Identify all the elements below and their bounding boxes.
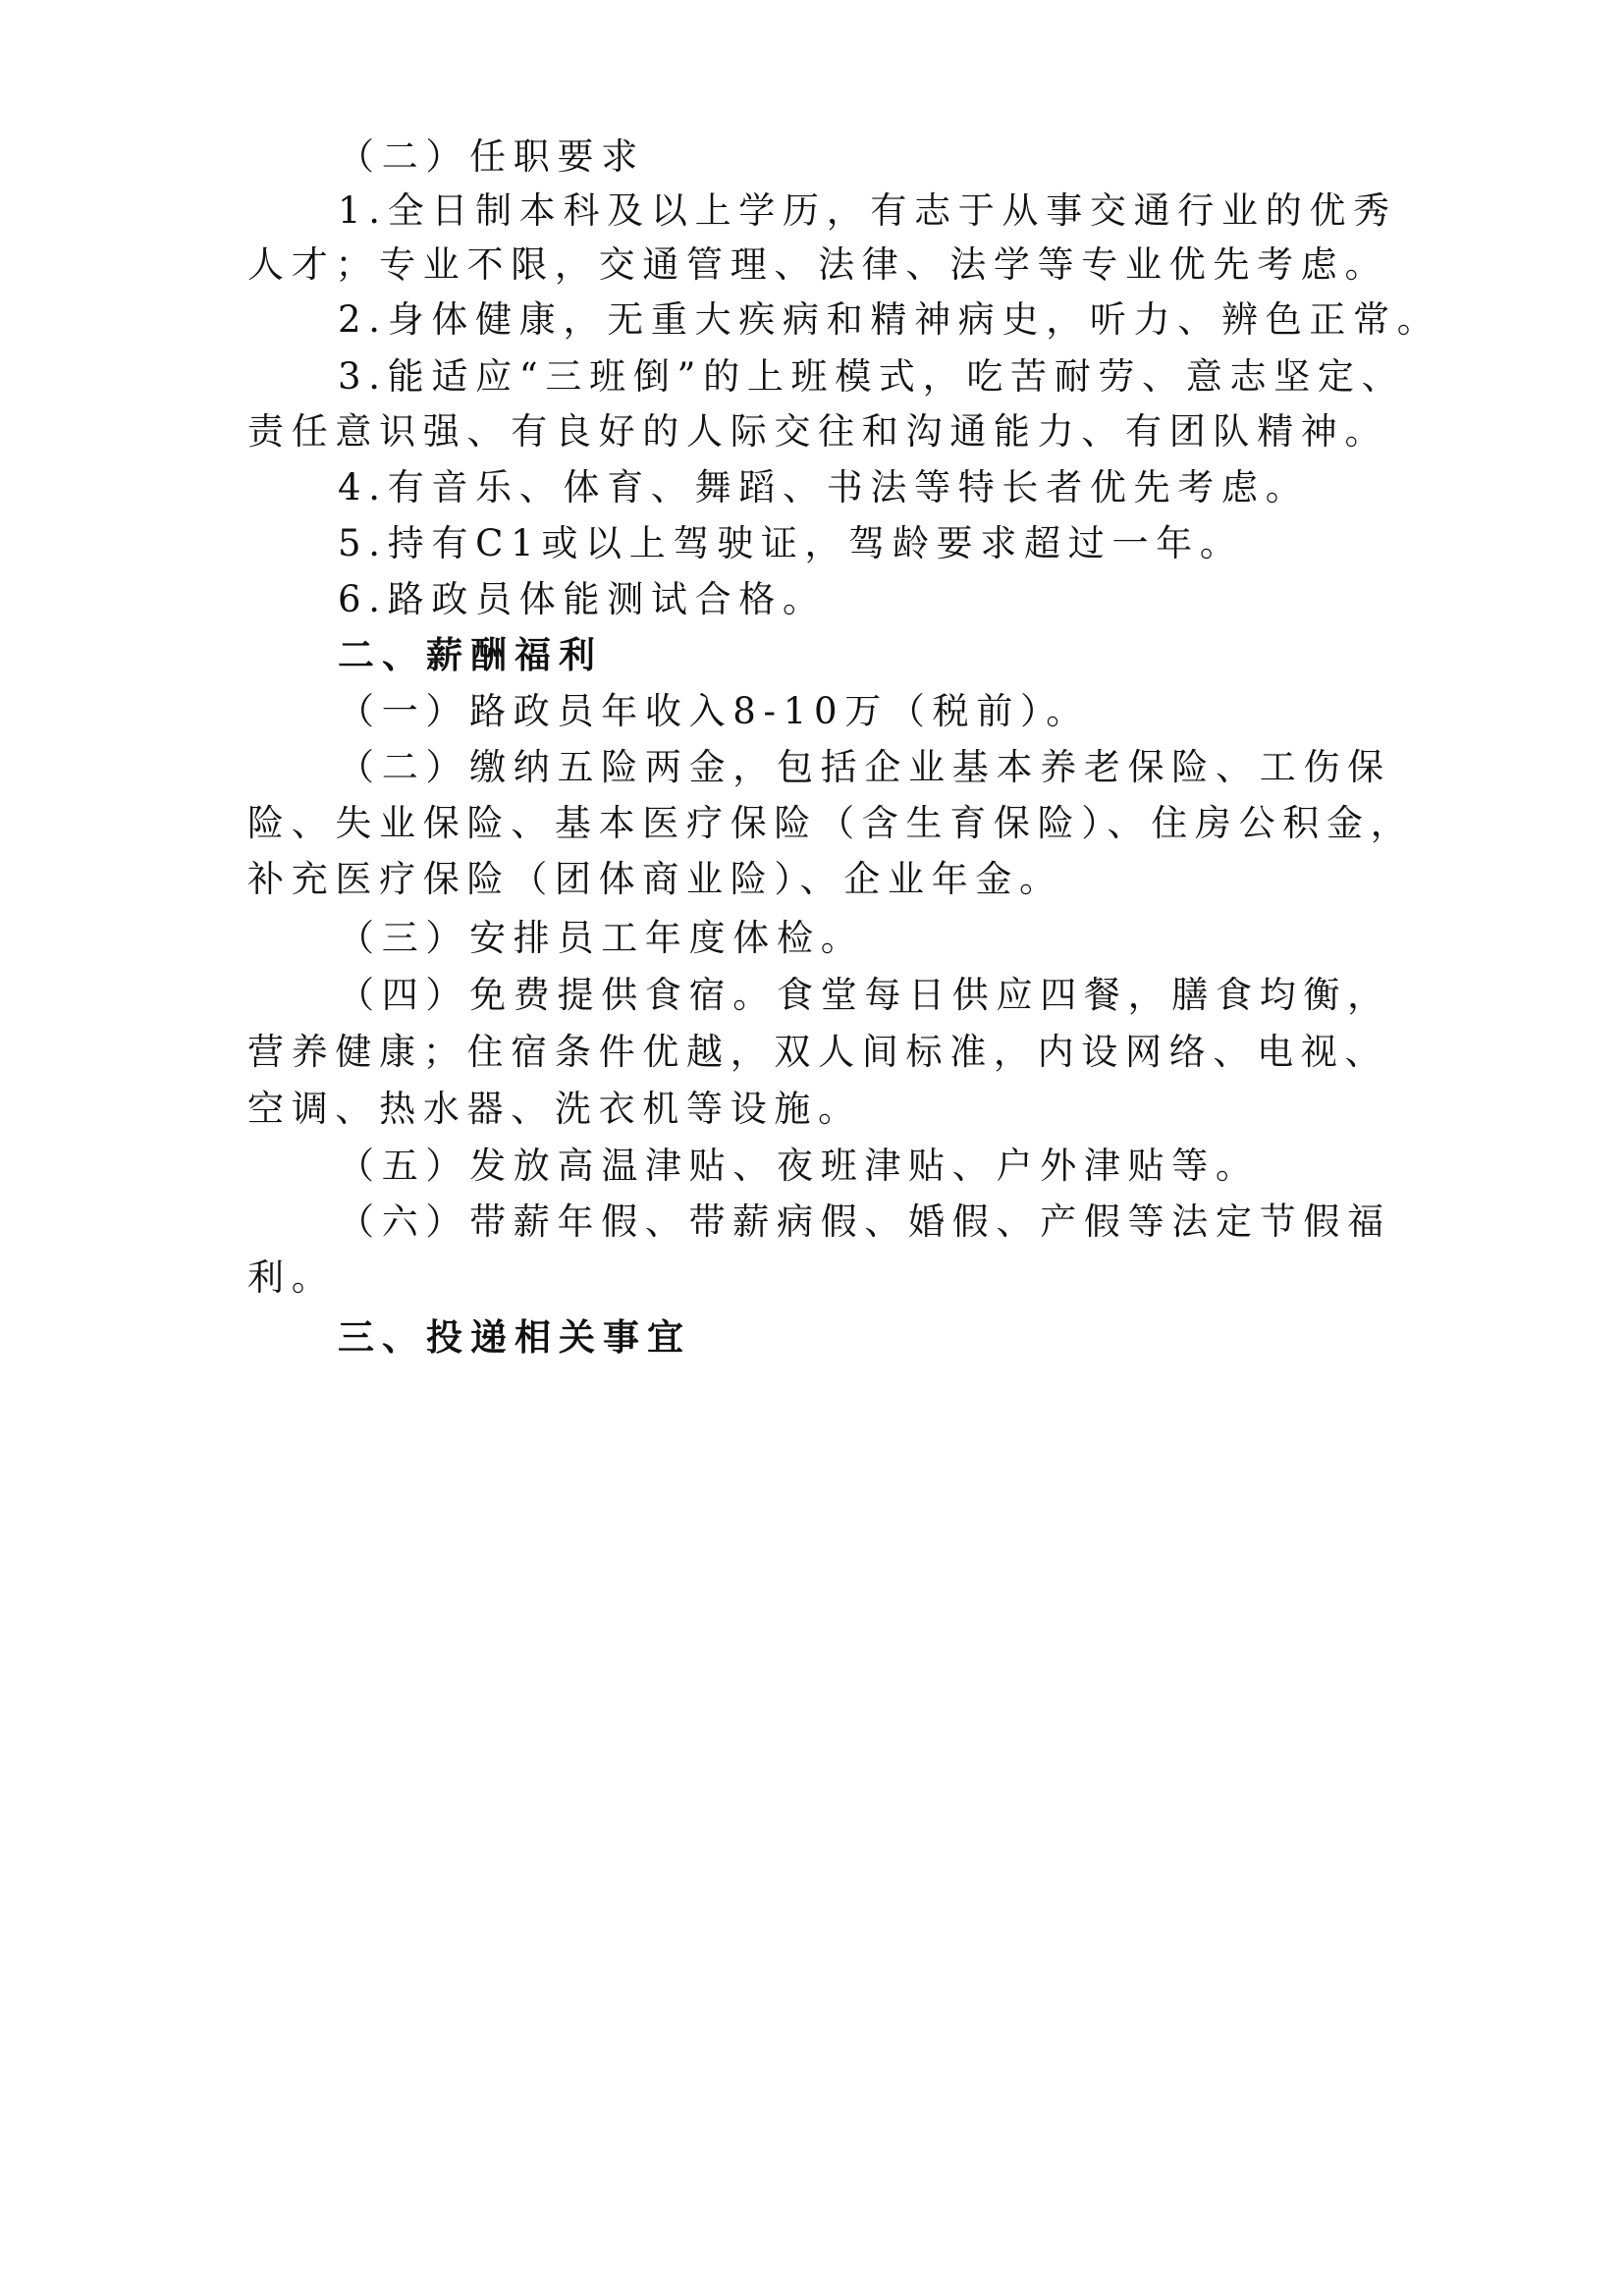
paragraph-line: 6.路政员体能测试合格。: [338, 578, 827, 620]
paragraph-line: （六）带薪年假、带薪病假、婚假、产假等法定节假福: [338, 1201, 1391, 1243]
paragraph-line: 利。: [247, 1256, 336, 1299]
paragraph-line: 2.身体健康，无重大疾病和精神病史，听力、辨色正常。: [338, 298, 1441, 341]
paragraph-line: （五）发放高温津贴、夜班津贴、户外津贴等。: [338, 1145, 1260, 1187]
paragraph-line: 空调、热水器、洗衣机等设施。: [247, 1088, 862, 1130]
paragraph-line: 险、失业保险、基本医疗保险（含生育保险）、住房公积金，: [247, 802, 1415, 844]
paragraph-line: 4.有音乐、体育、舞蹈、书法等特长者优先考虑。: [338, 466, 1310, 508]
paragraph-line: （四）免费提供食宿。食堂每日供应四餐，膳食均衡，: [338, 974, 1391, 1016]
section-heading-requirements: （二）任职要求: [338, 135, 645, 178]
paragraph-line: （一）路政员年收入8-10万（税前）。: [338, 690, 1090, 732]
section-heading-submission: 三、投递相关事宜: [338, 1316, 691, 1359]
paragraph-line: 补充医疗保险（团体商业险）、企业年金。: [247, 858, 1063, 900]
paragraph-line: 营养健康；住宿条件优越，双人间标准，内设网络、电视、: [247, 1031, 1389, 1073]
paragraph-line: 1.全日制本科及以上学历，有志于从事交通行业的优秀: [338, 189, 1397, 232]
paragraph-line: 责任意识强、有良好的人际交往和沟通能力、有团队精神。: [247, 410, 1389, 453]
section-heading-benefits: 二、薪酬福利: [338, 634, 603, 676]
paragraph-line: （三）安排员工年度体检。: [338, 917, 865, 959]
paragraph-line: 3.能适应“三班倒”的上班模式，吃苦耐劳、意志坚定、: [338, 355, 1406, 398]
paragraph-line: （二）缴纳五险两金，包括企业基本养老保险、工伤保: [338, 746, 1391, 788]
paragraph-line: 人才；专业不限，交通管理、法律、法学等专业优先考虑。: [247, 243, 1389, 286]
paragraph-line: 5.持有C1或以上驾驶证，驾龄要求超过一年。: [338, 522, 1244, 564]
